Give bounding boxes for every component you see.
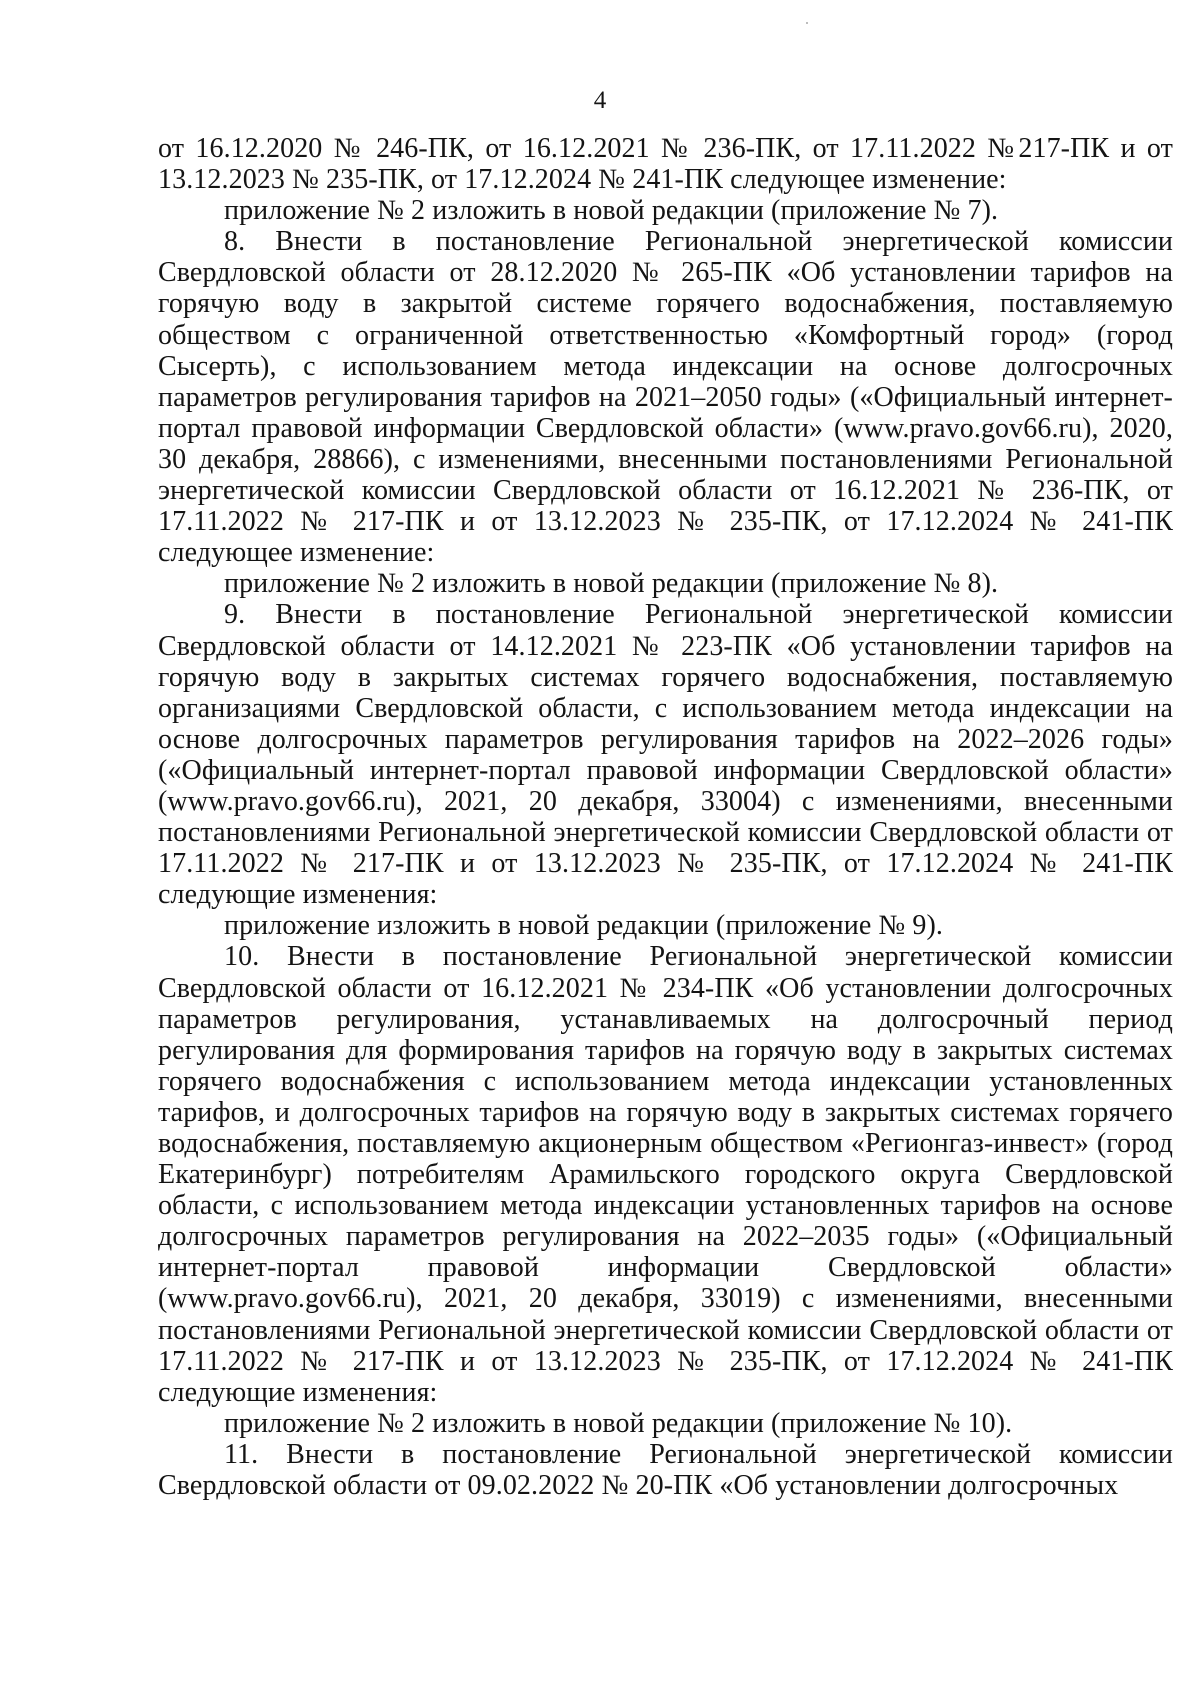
paragraph-item-11: 11. Внести в постановление Региональной энергетической комиссии Свердловской области от 09.02.2022 № 20-ПК «Об установлении долгосрочных bbox=[158, 1438, 1173, 1502]
paragraph-item-9: 9. Внести в постановление Региональной энергетической комиссии Свердловской области от 14.12.2021 № 223-ПК «Об установлении тарифов на горячую воду в закрытых системах горячего водоснабжения, поставляемую организациями Свердловской области, с использованием метода индексации на основе долгосрочных параметров регулирования тарифов на 2022–2026 годы» («Официальный интернет-портал правовой информации Свердловской области» (www.pravo.gov66.ru), 2021, 20 декабря, 33004) с изменениями, внесенными постановлениями Региональной энергетической комиссии Свердловской области от 17.11.2022 № 217-ПК и от 13.12.2023 № 235-ПК, от 17.12.2024 № 241-ПК следующие изменения: bbox=[158, 599, 1173, 911]
page-number: 4 bbox=[593, 87, 607, 114]
scan-artifact bbox=[806, 22, 808, 24]
paragraph-item-10: 10. Внести в постановление Региональной энергетической комиссии Свердловской области от 16.12.2021 № 234-ПК «Об установлении долгосрочных параметров регулирования, устанавливаемых на долгосрочный период регулирования для формирования тарифов на горячую воду в закрытых системах горячего водоснабжения с использованием метода индексации установленных тарифов, и долгосрочных тарифов на горячую воду в закрытых системах горячего водоснабжения, поставляемую акционерным обществом «Регионгаз-инвест» (город Екатеринбург) потребителям Арамильского городского округа Свердловской области, с использованием метода индексации установленных тарифов на основе долгосрочных параметров регулирования на 2022–2035 годы» («Официальный интернет-портал правовой информации Свердловской области» (www.pravo.gov66.ru), 2021, 20 декабря, 33019) с изменениями, внесенными постановлениями Региональной энергетической комиссии Свердловской области от 17.11.2022 № 217-ПК и от 13.12.2023 № 235-ПК, от 17.12.2024 № 241-ПК следующие изменения: bbox=[158, 941, 1173, 1408]
paragraph-appendix-8: приложение № 2 изложить в новой редакции (приложение № 8). bbox=[224, 568, 999, 600]
paragraph-appendix-10: приложение № 2 изложить в новой редакции (приложение № 10). bbox=[224, 1407, 1013, 1439]
paragraph-appendix-9: приложение изложить в новой редакции (приложение № 9). bbox=[224, 910, 944, 942]
paragraph-item-8: 8. Внести в постановление Региональной энергетической комиссии Свердловской области от 28.12.2020 № 265-ПК «Об установлении тарифов на горячую воду в закрытой системе горячего водоснабжения, поставляемую обществом с ограниченной ответственностью «Комфортный город» (город Сысерть), с использованием метода индексации на основе долгосрочных параметров регулирования тарифов на 2021–2050 годы» («Официальный интернет-портал правовой информации Свердловской области» (www.pravo.gov66.ru), 2020, 30 декабря, 28866), с изменениями, внесенными постановлениями Региональной энергетической комиссии Свердловской области от 16.12.2021 № 236-ПК, от 17.11.2022 № 217-ПК и от 13.12.2023 № 235-ПК, от 17.12.2024 № 241-ПК следующее изменение: bbox=[158, 226, 1173, 569]
paragraph-continuation: от 16.12.2020 № 246-ПК, от 16.12.2021 № 236-ПК, от 17.11.2022 №217-ПК и от 13.12.2023 № 235-ПК, от 17.12.2024 № 241-ПК следующее изменение: bbox=[158, 133, 1173, 196]
document-body bbox=[158, 133, 1173, 1501]
paragraph-appendix-7: приложение № 2 изложить в новой редакции (приложение № 7). bbox=[224, 195, 999, 227]
